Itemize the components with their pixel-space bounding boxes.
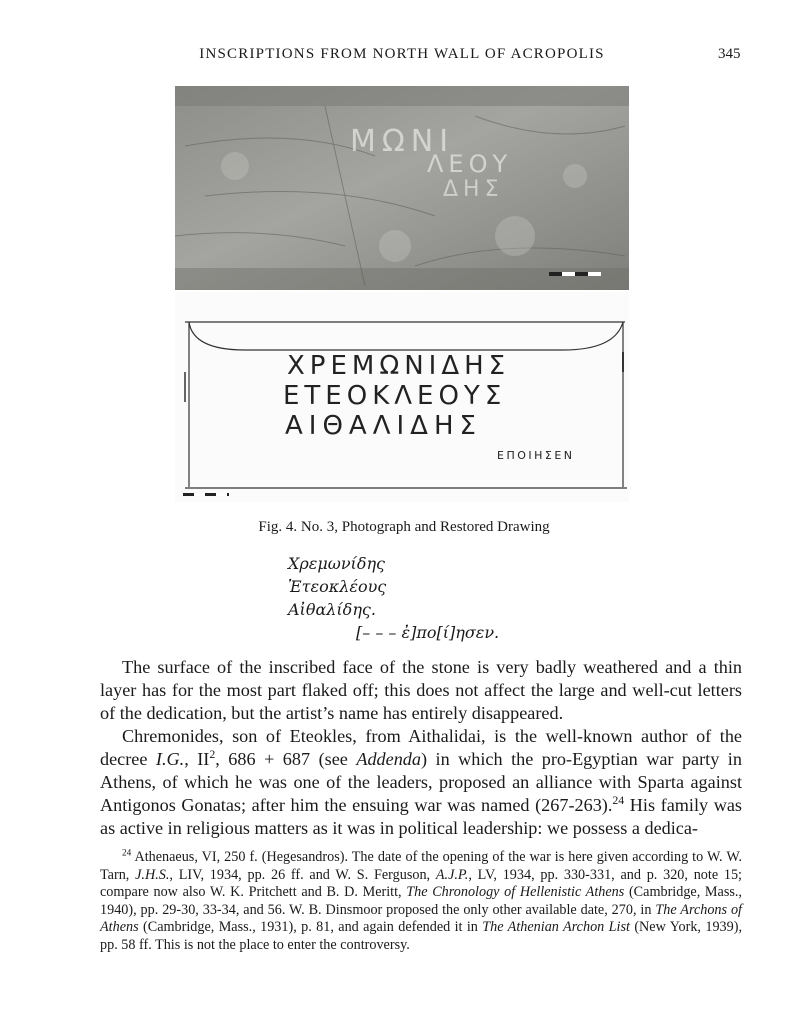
greek-transcription — [288, 552, 499, 644]
transcription-line-2: Ἐτεοκλέους — [288, 577, 387, 596]
transcription-line-4: [– – – ἐ]πο[ί]ησεν. — [356, 623, 500, 642]
drawing-scale-bar — [183, 493, 229, 496]
drawing-line-2: ΕΤΕΟΚΛΕΟΥΣ — [283, 381, 507, 411]
page-number: 345 — [718, 46, 741, 62]
stone-photograph — [175, 86, 629, 290]
footnote-number: 24 — [122, 847, 132, 858]
footnote: $^{24}$ Athenaeus, VI, 250 f. (Hegesandros). The date of the opening of the war is here given according to W. W. Tarn, J.H.S., LIV, 1934, pp. 26 ff. and W. S. Ferguson, A.J.P., LV, 1934, pp. 330-331, and p. 320, note 15; compare now also W. K. Pritchett and B. D. Meritt, The Chronology of Hellenistic Athens (Cambridge, Mass., 1940), pp. 29-30, 33-34, and 56. W. B. Dinsmoor proposed the only other available date, 270, in The Archons of Athens (Cambridge, Mass., 1931), p. 81, and again defended it in The Athenian Archon List (New York, 1939), pp. 58 ff. This is not the place to enter the controversy. — [100, 847, 743, 953]
photo-inscription-line-3: ΔΗΣ — [443, 177, 504, 202]
transcription-line-3: Αἰθαλίδης. — [288, 600, 376, 619]
figure-caption: Fig. 4. No. 3, Photograph and Restored Drawing — [258, 519, 550, 535]
running-head: INSCRIPTIONS FROM NORTH WALL OF ACROPOLIS — [199, 46, 605, 62]
photo-scale-bar — [549, 272, 601, 276]
paragraph: Chremonides, son of Eteokles, from Aithalidai, is the well-known author of the decree I.G., $II^2$, 686 + 687 (see Addenda) in which the pro-Egyptian war party in Athens, of which he was one of the leaders, proposed an alliance with Sparta against Antigonos Gonatas; after him the ensuing war was named (267-263).$^{24}$ His family was as active in religious matters as it was in political leadership: we possess a dedica- — [100, 726, 742, 838]
transcription-line-1: Χρεμωνίδης — [288, 554, 386, 573]
paragraph: The surface of the inscribed face of the stone is very badly weathered and a thin layer has for the most part flaked off; this does not affect the large and well-cut letters of the dedication, but the artist’s name has entirely disappeared. — [100, 657, 742, 723]
photo-inscription-line-2: ΛΕΟΥ — [427, 150, 513, 178]
drawing-line-3: ΑΙΘΑΛΙΔΗΣ — [285, 411, 482, 441]
footnote-marker: 24 — [612, 792, 625, 807]
restored-drawing — [175, 292, 629, 502]
drawing-signature: ΕΠΟΙΗΣΕΝ — [497, 449, 575, 462]
body-text — [100, 656, 742, 840]
drawing-line-1: ΧΡΕΜΩΝΙΔΗΣ — [287, 351, 511, 381]
photo-inscription-line-1: ΜΩΝΙ — [350, 124, 455, 159]
